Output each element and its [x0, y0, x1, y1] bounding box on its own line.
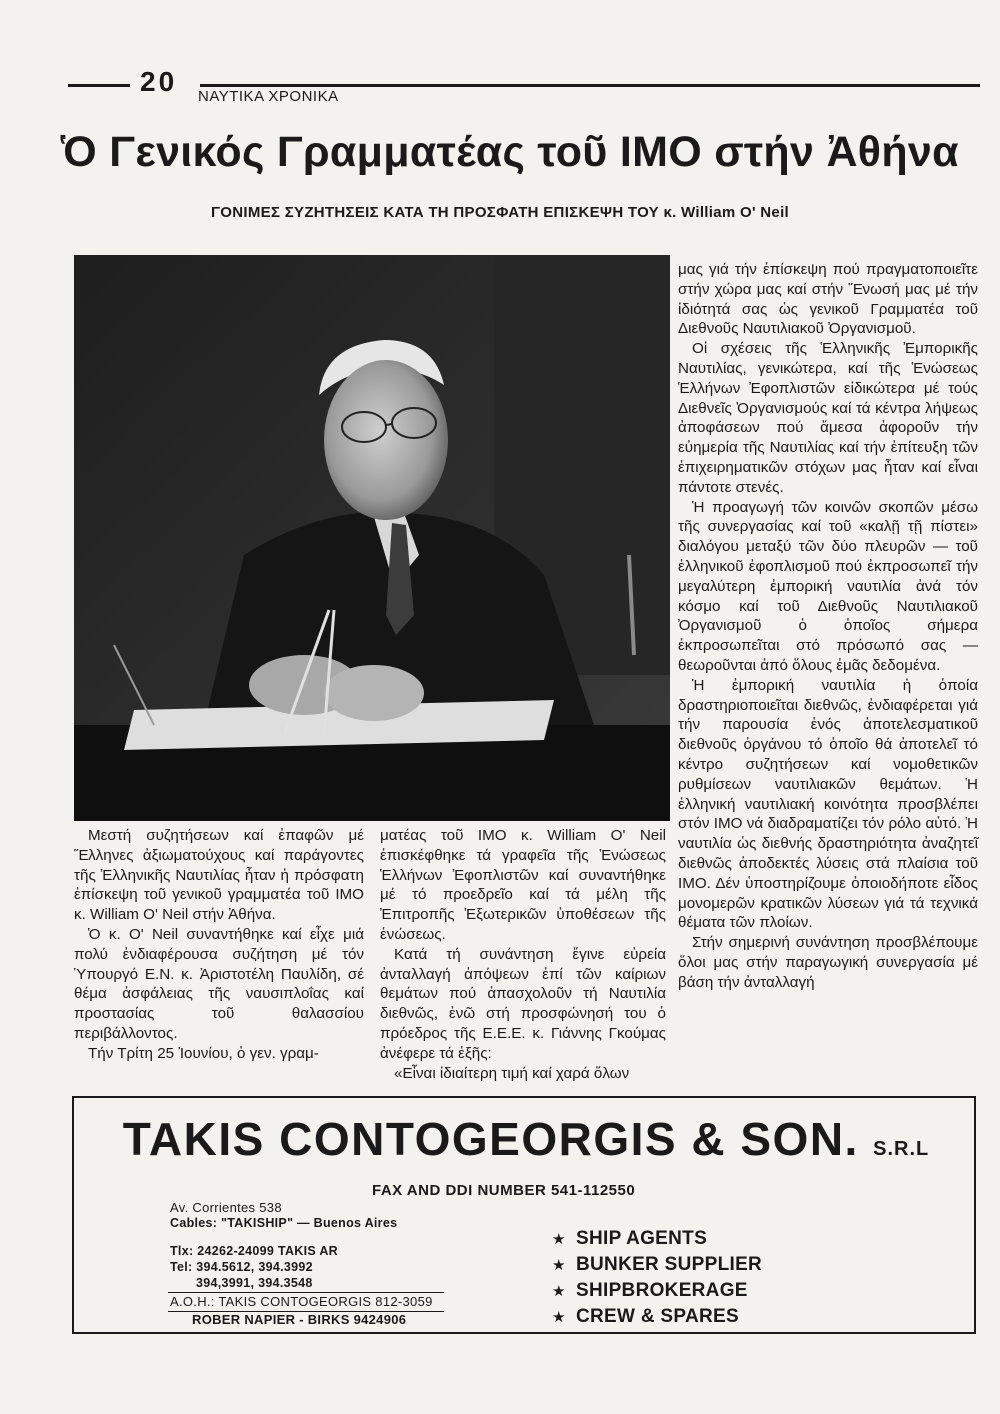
ad-address: Av. Corrientes 538 — [170, 1200, 282, 1215]
paragraph: Κατά τή συνάντηση ἔγινε εὐρεία ἀνταλλαγή ἀπόψεων ἐπί τῶν καίριων θεμάτων πού ἀπασχολοῦν τή Ναυτιλία διεθνῶς, ἐνῶ στή προσφώνησή του ὁ πρόεδρος τῆς Ε.Ε.Ε. κ. Γιάννης Γκούμας ἀνέφερε τά ἑξῆς: — [380, 945, 666, 1062]
article-column-left — [74, 826, 364, 1064]
paragraph: Οἱ σχέσεις τῆς Ἑλληνικῆς Ἐμπορικῆς Ναυτιλίας, γενικώτερα, καί τῆς Ἑνώσεως Ἑλλήνων Ἐφοπλιστῶν εἰδικώτερα μέ τούς Διεθνεῖς Ὀργανισμούς καί τά κέντρα λήψεως ἀποφάσεων πού ἄμεσα ἀφοροῦν τήν εὐημερία τῆς Ναυτιλίας καί τήν ἐπίτευξη τῶν ἐπιχειρηματικῶν στόχων μας ἦταν καί εἶναι πάντοτε στενές. — [678, 340, 978, 496]
article-column-middle — [380, 826, 666, 1083]
ad-service-item: ★ SHIP AGENTS — [552, 1226, 762, 1252]
star-icon: ★ — [552, 1231, 566, 1248]
ad-services-list — [552, 1226, 762, 1330]
ad-cables: Cables: "TAKISHIP" — Buenos Aires — [170, 1216, 398, 1230]
star-icon: ★ — [552, 1283, 566, 1300]
advertisement-box — [72, 1096, 976, 1334]
ad-service-item: ★ SHIPBROKERAGE — [552, 1278, 762, 1304]
ad-service-item: ★ CREW & SPARES — [552, 1304, 762, 1330]
ad-company-name — [74, 1112, 978, 1166]
ad-telephone: Tel: 394.5612, 394.3992 — [170, 1260, 313, 1274]
paragraph: Ὁ κ. O' Neil συναντήθηκε καί εἶχε μιά πολύ ἐνδιαφέρουσα συζήτηση μέ τόν Ὑπουργό Ε.Ν. κ. Ἀριστοτέλη Παυλίδη, σέ θέμα ἀσφάλειας τῆς ναυσιπλοΐας καί προστασίας τοῦ θαλασσίου περιβάλλοντος. — [74, 925, 364, 1042]
paragraph: ματέας τοῦ ΙΜΟ κ. William O' Neil ἐπισκέφθηκε τά γραφεῖα τῆς Ἑνώσεως Ἑλλήνων Ἐφοπλιστῶν καί συναντήθηκε μέ τό προεδρεῖο καί τά μέλη τῆς Ἐπιτροπῆς Ἐξωτερικῶν ὑποθέσεων τῆς ἑνώσεως. — [380, 827, 666, 943]
portrait-photo — [74, 255, 670, 821]
portrait-photo-icon — [74, 255, 670, 821]
header-rule-right — [200, 84, 980, 87]
paragraph: Ἡ ἐμπορική ναυτιλία ἡ ὁποία δραστηριοποιεῖται διεθνῶς, ἐνδιαφέρεται γιά τήν παρουσία ἑνός ἀποτελεσματικοῦ διεθνοῦς ὀργάνου τό ὁποῖο θά ἀποτελεῖ τό κέντρο συζητήσεων καί νομοθετικῶν ρυθμίσεων ναυτιλιακῶν θεμάτων. Ἡ ἑλληνική ναυτιλιακή κοινότητα προσβλέπει στόν ΙΜΟ νά διαδραματίζει τόν ρόλο αὐτό. Ἡ ναυτιλία ὡς διεθνής δραστηριότητα ἀναζητεῖ διεθνῶς ἀποδεκτές λύσεις στά πλαίσια τοῦ ΙΜΟ. Δέν ὑποστηρίζουμε ὁποιοδήποτε εἶδος μονομερῶν κρατικῶν λύσεων γιά τά τεχνικά θέματα τῶν πλοίων. — [678, 676, 978, 932]
article-title: Ὁ Γενικός Γραμματέας τοῦ ΙΜΟ στήν Ἀθήνα — [61, 128, 959, 176]
star-icon: ★ — [552, 1257, 566, 1274]
ad-napier: ROBER NAPIER - BIRKS 9424906 — [192, 1312, 407, 1327]
article-column-right — [678, 260, 978, 992]
article-subtitle: ΓΟΝΙΜΕΣ ΣΥΖΗΤΗΣΕΙΣ ΚΑΤΑ ΤΗ ΠΡΟΣΦΑΤΗ ΕΠΙΣΚΕΨΗ ΤΟΥ κ. William O' Neil — [210, 204, 790, 221]
ad-telephone-2: 394,3991, 394.3548 — [196, 1276, 313, 1290]
page-number: 20 — [140, 66, 178, 97]
ad-divider — [168, 1292, 444, 1293]
paragraph: «Εἶναι ἰδιαίτερη τιμή καί χαρά ὅλων — [394, 1064, 630, 1082]
ad-after-hours: A.O.H.: TAKIS CONTOGEORGIS 812-3059 — [170, 1294, 433, 1309]
paragraph: Στήν σημερινή συνάντηση προσβλέπουμε ὅλοι μας στήν παραγωγική συνεργασία μέ βάση τήν ἀνταλλαγή — [678, 934, 978, 991]
ad-company-suffix: S.R.L — [873, 1138, 930, 1160]
header-rule-left — [68, 84, 130, 87]
star-icon: ★ — [552, 1309, 566, 1326]
paragraph: Μεστή συζητήσεων καί ἐπαφῶν μέ Ἕλληνες ἀξιωματούχους καί παράγοντες τῆς Ἑλληνικῆς Ναυτιλίας ἦταν ἡ πρόσφατη ἐπίσκεψη τοῦ γενικοῦ γραμματέα τοῦ ΙΜΟ κ. William O' Neil στήν Ἀθήνα. — [74, 827, 364, 924]
ad-telex: Tlx: 24262-24099 TAKIS AR — [170, 1244, 338, 1258]
ad-company: TAKIS CONTOGEORGIS & SON. — [122, 1113, 859, 1165]
ad-fax: FAX AND DDI NUMBER 541-112550 — [372, 1182, 636, 1199]
magazine-name: ΝΑΥΤΙΚΑ ΧΡΟΝΙΚΑ — [198, 88, 339, 105]
ad-service-item: ★ BUNKER SUPPLIER — [552, 1252, 762, 1278]
paragraph: Τήν Τρίτη 25 Ἰουνίου, ὁ γεν. γραμ- — [88, 1044, 319, 1062]
paragraph: Ἡ προαγωγή τῶν κοινῶν σκοπῶν μέσω τῆς συνεργασίας καί τοῦ «καλῇ τῇ πίστει» διαλόγου μεταξύ τῶν δύο πλευρῶν — τοῦ ἑλληνικοῦ ἐφοπλισμοῦ πού ἐκπροσωπεῖ τήν μεγαλύτερη ἐμπορική ναυτιλία ἀνά τόν κόσμο καί τοῦ Διεθνοῦς Ναυτιλιακοῦ Ὀργανισμοῦ ὁ ὁποῖος σήμερα ἐκπροσωπεῖται στό πρόσωπό σας — θεωροῦνται ἀπό ὅλους ἐμᾶς δεδομένα. — [678, 498, 978, 674]
paragraph: μας γιά τήν ἐπίσκεψη πού πραγματοποιεῖτε στήν χώρα μας καί στήν Ἕνωσή μας μέ τήν ἰδιότητά σας ὡς γενικοῦ Γραμματέα τοῦ Διεθνοῦς Ναυτιλιακοῦ Ὀργανισμοῦ. — [678, 261, 978, 338]
